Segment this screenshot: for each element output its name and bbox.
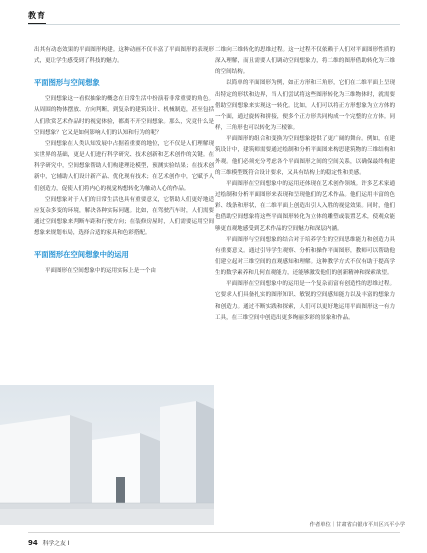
section1-paragraph-3: 空间想象对于人们的日常生活也具有重要意义，它帮助人们更好地适应复杂多变的环境，解决各种实际问题。比如，在驾驶汽车时，人们需要通过空间想象来判断车距和行驶方向；在装修房屋时，人们需要运用空间想象来规划布局，选择合适的家具和色彩搭配。: [34, 196, 214, 237]
left-column: [34, 45, 214, 278]
right-paragraph-6: 平面图形在空间想象中的运用是一个复杂而富有创造性的思维过程。它要求人们具备扎实的图形知识、敏锐的空间感知能力以及丰富的想象力和创造力。通过不断实践和探索，人们可以更好地运用平面图形这一有力工具，在三维空间中创造出更多绚丽多彩的景象和作品。: [215, 281, 395, 321]
header-rule: [28, 24, 400, 25]
author-caption: 作者单位｜甘肃省白银市平川区兴平小学: [309, 522, 405, 528]
intro-paragraph: 出其有动态效果的平面图形构建。这种动画不仅丰富了平面图形的表现形式，更让学生感受到了科技的魅力。: [34, 47, 214, 65]
right-paragraph-5: 平面图形与空间想象的结合对于培养学生的空间思维能力和创造力具有重要意义。通过引导学生观察、分析和操作平面图形，教师可以帮助他们建立起对三维空间的直观感知和理解。这种教学方式不仅有助于提高学生的数学素养和几何直观能力，还能够激发他们的创新精神和探索欲望。: [215, 236, 395, 277]
right-paragraph-2: 以简单的平面图形为例，如正方形和三角形，它们在二维平面上呈现出特定的形状和边界，当人们尝试将这些图形转化为三维物体时，就需要借助空间想象来实现这一转化。比如，人们可以将正方形想象为立方体的一个面，通过旋转和拼接，便多个正方形共同构成一个完整的立方体。同样，三角形也可以转化为三棱锥。: [215, 80, 395, 132]
page-header: [0, 0, 427, 26]
section1-title: 平面图形与空间想象: [34, 78, 100, 88]
section2-title: 平面图形在空间想象中的运用: [34, 250, 129, 260]
architecture-illustration: [0, 385, 214, 525]
section2-paragraph: 平面图形在空间想象中的运用实际上是一个由: [45, 268, 156, 275]
right-column: [215, 45, 395, 324]
page-number: 94: [28, 539, 38, 547]
right-paragraph-1: 二维向三维转化的思维过程。这一过程不仅依赖于人们对平面图形性质的深入理解，而且需要人们调动空间想象力，将二维的图形借助转化为三维的空间结构。: [215, 47, 395, 76]
architecture-photo: [0, 385, 214, 525]
right-paragraph-3: 平面图形的组合和变换为空间想象提供了更广阔的舞台。例如，在建筑设计中，建筑师需要通过绘制和分析平面图来构思建筑物的三维结构和外观。他们必须充分考虑各个平面图形之间的空间关系，以确保最终构建的三维模型既符合设计要求，又具有结构上的稳定性和美感。: [215, 136, 395, 176]
footer-rule: [28, 532, 400, 533]
page-footer: [28, 538, 69, 547]
right-paragraph-4: 平面图形在空间想象中的运用还体现在艺术创作领域。许多艺术家通过绘制和分析平面图形来表现和呈现他们的艺术作品。他们运用丰富的色彩、线条和形状，在二维平面上创造出引人入胜的视觉效果。同时，他们也借助空间想象将这些平面图形转化为立体的雕塑或装置艺术，使观众能够更直观地感受到艺术作品的空间魅力和深层内涵。: [215, 180, 395, 232]
section1-paragraph-1: 空间想象这一看似抽象的概念在日常生活中扮演着非常重要的角色。从周围的物体摆放、方向判断，到复杂的建筑设计、机械制造，甚至包括人们欣赏艺术作品时的视觉体验，都离不开空间想象。那么，究竟什么是空间想象？它又是如何影响人们的认知和行为的呢？: [34, 96, 214, 136]
magazine-name: 科学之友 I: [42, 541, 70, 547]
section-tab: 教育: [28, 11, 46, 20]
section1-paragraph-2: 空间想象在人类认知发展中占据着重要的地位，它不仅是人们理解现实世界的基础，更是人们进行科学研究、技术创新和艺术创作的关键。在科学研究中，空间想象帮助人们构建理论模型，预测实验结果；在技术创新中，它辅助人们设计新产品、优化现有技术；在艺术创作中，它赋予人们创造力，促使人们将内心的视觉构想转化为触动人心的作品。: [34, 140, 214, 192]
